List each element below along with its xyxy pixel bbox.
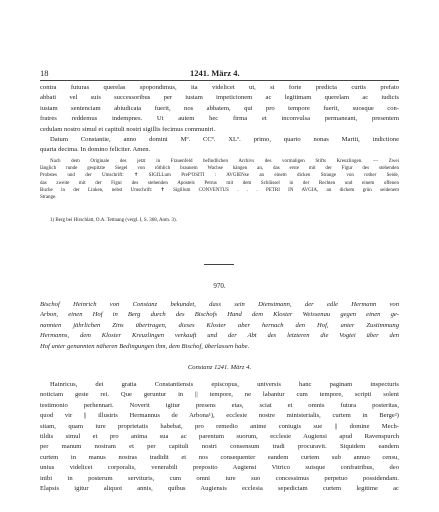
regest-line: Hof unter genannten näheren Bedingungen ihm, dem Bischof, überlassen habe. (40, 342, 250, 350)
text-line: Hainricus, dei gratia Constantiensis episcopus, universis hanc paginam inspecturis (50, 381, 399, 388)
text-line: quod vir || illustris Hermannus de Arbona¹), ecclesie nostre ministerialis, curtem in Berge²) (40, 412, 399, 420)
text-line: Elapsis igitur aliquot annis, quibus Augiensis ecclesia sepedictam curtem legitime ac (40, 484, 399, 492)
text-line: tildis simul et pro anima sua ac parentum suorum, ecclesie Augiensi apud Ravenspurch (40, 432, 399, 440)
footnote (40, 217, 399, 224)
regest-line: Arbon, einen Hof in Berg durch des Bischofs Hand dem Kloster Weissenau gegen einen ge- (40, 311, 399, 319)
datum-line: quarta decima. In domino feliciter. Amen. (40, 146, 151, 154)
charter-text (40, 380, 399, 494)
document-number: 970. (213, 282, 226, 290)
page-number: 18 (40, 68, 49, 78)
running-head: 1241. März 4. (190, 68, 240, 78)
text-line: abbati vel suis successoribus per iustam impeticionem ac legitimam querelam ac iudicis (40, 94, 399, 102)
datum-line: Datum Constantie, anno domini Mº. CCº. XLº. primo, quarto nonas Martii, indictione (50, 135, 399, 143)
footnote-text: 1) Berg bei Hirschlatt, O.A. Tettnang (vergl. I, S. 368, Anm. 3). (50, 218, 177, 223)
charter-text-continued (40, 83, 399, 156)
section-divider (204, 264, 234, 265)
text-line: per manum nostram et per capituli nostri consensum tradi procuravit. Siquidem eandem (40, 443, 399, 451)
text-line: inibi in posterum servituris, cum omni iure suo concessimus perpetuo possidendam. (40, 474, 399, 482)
note-line: das zweite mit der Figur des stehenden Apostels Petrus mit dem Schlüssel in der Rechten und einem offenen (40, 180, 399, 186)
page-header (40, 68, 399, 81)
text-line: cedulam nostro simul et capituli nostri sigillis fecimus communiri. (40, 125, 216, 133)
note-line: Strange. (40, 194, 57, 200)
text-line: fratres reddemus indempnes. Ut autem hec firma et inconvulsa permaneant, presentem (40, 115, 399, 123)
note-line: Buche in der Linken, nebst Umschrift: ✝ Sigillum CONVENTUS . . . PETRI IN AVGIA, an dickem grün seidenem (40, 187, 399, 193)
text-line: unius videlicet corporalis, venerabili preposito Augiensi Vitrico suisque confratribus, deo (40, 464, 399, 472)
text-line: curtem in manus nostras tradidit et nos consequenter eandem curtem sub annuo censu, (40, 453, 399, 461)
text-line: contra futuras querelas spopondimus, ita videlicet ut, si forte predicta curtis prefato (40, 84, 399, 91)
text-line: testimonio perhennari. Noverit igitur presens etas, sciat et omnis futura posteritas, (40, 401, 399, 409)
text-line: iustam sentenciam abiudicata fuerit, nos abbatem, qui pro tempore fuerit, suosque con- (40, 104, 399, 112)
text-line: sitam, quam iure proprietatis habebat, pro remedio anime coniugis sue || domine Mech- (40, 422, 399, 430)
note-line: Nach dem Originale des jetzt in Frauenfeld befindlichen Archivs des vormaligen Stifts Kreuzlingen. — Zwei (50, 159, 399, 164)
text-line: noticiam geste rei. Que geruntur in || tempore, ne labantur cum tempore, scripti solent (40, 391, 399, 399)
regest-line: Bischof Heinrich von Constanz bekundet, dass sein Dienstmann, der edle Hermann von (40, 301, 399, 308)
source-notes (40, 158, 399, 201)
regest-summary (40, 300, 399, 352)
note-line: Probstes und der Umschrift: ✝ SIGILLum PreP'OSITI : AVGIENse an einem dicken Strange von rother Seide, (40, 173, 399, 179)
regest-line: Hermanns, dem Kloster Kreuzlingen verkauft und der Abt des letzteren die Vogtei über den (40, 332, 399, 340)
note-line: länglich runde gespitzte Siegel von röthlich braunem Wachse hängen an, das erste mit der Figur des stehenden (40, 166, 399, 172)
regest-line: nannten jährlichen Zins übertragen, dieses Kloster aber hernach den Hof, unter Zustimmung (40, 321, 399, 329)
place-date: Constanz 1241. März 4. (187, 364, 252, 371)
